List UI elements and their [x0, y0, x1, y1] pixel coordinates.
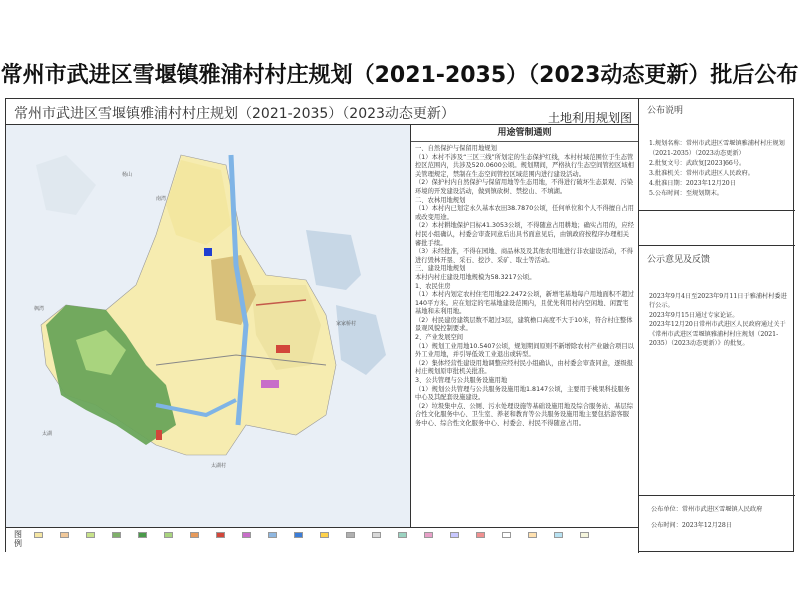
notice-item: 5.公布时间：至规划期末。 — [649, 190, 723, 197]
legend-swatch — [554, 532, 563, 538]
map-label-taihu: 太湖 — [42, 431, 53, 437]
rules-paragraph: 2、产业发展空间 — [415, 334, 464, 342]
legend-swatch — [60, 532, 69, 538]
rules-paragraph: （1）本村不涉及“三区三线”所划定的生态保护红线，本村村域范围位于生态管控区范围内，共涉及520.0600公顷。规划期间，严格执行生态空间管控区域相关管理规定，禁制在生态空间管控区域范围内进行建设活动。 — [415, 153, 634, 178]
map-label-yangshan: 杨山 — [122, 172, 133, 178]
rules-paragraph: （2）垃圾集中点、公厕、污水处理设施等基础设施用地及综合服务站、基层综合性文化服务中心、卫生室、养老和教育等公共服务设施用地主要包括游客服务中心、综合性文化服务中心、村委会、村民不得随意占用。 — [415, 402, 634, 427]
feedback-line: 2023年9月15日通过专家论证。 — [649, 311, 739, 319]
legend-swatch — [216, 532, 225, 538]
rules-paragraph: 二、农林用地规划 — [415, 196, 466, 204]
rules-body — [411, 142, 638, 432]
plan-subtitle: 土地利用规划图 — [547, 111, 632, 125]
industrial-plot — [261, 380, 279, 388]
legend-swatch — [398, 532, 407, 538]
map-label-fengwan: 枫湾 — [34, 306, 45, 312]
land-use-map[interactable] — [6, 125, 410, 527]
commercial-plot — [276, 345, 290, 353]
rules-paragraph: （3）未经批准，不得在园地、商品林及及其他农用地进行非农建设活动，不得进行毁林开垦、采石、挖沙、采矿、取土等活动。 — [415, 248, 634, 264]
rules-paragraph: （1）规划工业用地10.5407公顷，规划期间原则不新增除农村产业融合项目以外工业用地，并引导低效工业退出或转型。 — [415, 342, 634, 359]
feedback-line: 2023年12月20日常州市武进区人民政府通过关于《常州市武进区雪堰镇雅浦村村庄规划（2021-2035）（2023动态更新）》的批复。 — [649, 321, 786, 348]
service-plot — [156, 430, 162, 440]
legend-swatch — [112, 532, 121, 538]
feedback-line: 2023年9月4日至2023年9月11日于雅浦村村委进行公示。 — [649, 293, 787, 310]
legend-swatch — [476, 532, 485, 538]
notice-item: 4.批准日期：2023年12月20日 — [649, 180, 736, 187]
legend-swatch — [294, 532, 303, 538]
rules-paragraph: （2）本村耕地保护目标41.3053公顷，不得随意占用耕地；确实占用的，应经村民小组确认，村委会审查同意后出具书面意见后，由镇政府按程序办理相关審批手续。 — [415, 222, 634, 247]
public-building — [204, 248, 212, 256]
legend-swatch — [424, 532, 433, 538]
publisher-unit: 公布单位：常州市武进区雪堰镇人民政府 — [651, 506, 763, 513]
rules-paragraph: 三、建设用地规划 — [415, 265, 466, 273]
rules-paragraph: （2）集体经营性建设用地调整应经村民小组确认，由村委会审查同意，逐级报村庄规划原审批机关批准。 — [415, 359, 634, 376]
page-title: 常州市武进区雪堰镇雅浦村村庄规划（2021-2035）（2023动态更新）批后公布 — [0, 63, 799, 88]
feedback-box — [639, 245, 795, 491]
publisher-time: 公布时间：2023年12月28日 — [651, 522, 732, 529]
publisher-box — [639, 495, 795, 553]
legend — [6, 527, 638, 553]
legend-swatch — [372, 532, 381, 538]
notice-title: 公布说明 — [647, 106, 684, 116]
notice-item: 3.批准机关：常州市武进区人民政府。 — [649, 170, 754, 177]
legend-swatch — [164, 532, 173, 538]
rules-heading: 用途管制通则 — [411, 125, 638, 142]
side-panel — [638, 99, 795, 553]
legend-swatch — [138, 532, 147, 538]
rules-paragraph: （1）本村内已划定永久基本农田38.7870公顷，任何单位和个人不得擅自占用或改变用途。 — [415, 205, 634, 221]
feedback-text — [649, 292, 789, 348]
notice-item: 2.批复文号：武政复[2023]66号。 — [649, 160, 746, 167]
rules-paragraph: （1）规划公共管理与公共服务设施用地1.8147公顷，主要用于桃果科技服务中心及其配套设施建设。 — [415, 385, 630, 402]
rules-paragraph: 1、农民住房 — [415, 282, 451, 290]
legend-swatch — [190, 532, 199, 538]
map-label-taihucun: 太湖村 — [211, 463, 227, 469]
map-label-jiajia: 家家桥村 — [336, 321, 357, 327]
rules-paragraph: （2）村民建房建筑层数不超过3层，建筑檐口高度不大于10米，符合村庄整体景观风貌控制要求。 — [415, 316, 633, 333]
legend-swatch — [502, 532, 511, 538]
notice-list — [649, 139, 795, 199]
rules-paragraph: 一、自然保护与保留用地规划 — [415, 145, 497, 152]
legend-swatch — [86, 532, 95, 538]
map-label-nanwan: 南湾 — [156, 196, 167, 202]
rules-paragraph: （2）保护村内自然保护与保留用地等生态用地，不得进行破坏生态景观、污染环境的开发建设活动，做到镇砍树、禁挖山、不填湖。 — [415, 179, 634, 195]
legend-swatch — [450, 532, 459, 538]
rules-panel — [410, 125, 638, 527]
rules-paragraph: 3、公共管理与公共服务设施用地 — [415, 377, 508, 385]
rules-paragraph: （1）本村内划定农村住宅用地22.2472公顷，新增宅基地每户用地面积不超过140平方米。应在划定的宅基地建设范围内，且优先利用村内空闲地、闲置宅基地和未利用地。 — [415, 291, 634, 316]
legend-swatch — [528, 532, 537, 538]
plan-title: 常州市武进区雪堰镇雅浦村村庄规划（2021-2035）（2023动态更新） — [14, 106, 455, 122]
rules-paragraph: 本村内村庄建设用地规模为58.3217公顷。 — [415, 273, 536, 281]
legend-swatch — [34, 532, 43, 538]
feedback-title: 公示意见及反馈 — [647, 255, 711, 265]
notice-item: 1.规划名称：常州市武进区雪堰镇雅浦村村庄规划（2021-2035）（2023动态更新） — [649, 140, 785, 157]
legend-swatch — [580, 532, 589, 538]
legend-label: 图例 — [14, 530, 22, 548]
legend-swatch — [268, 532, 277, 538]
notice-box — [639, 99, 795, 211]
plan-board — [5, 98, 794, 552]
legend-swatch — [320, 532, 329, 538]
plan-header — [6, 99, 638, 125]
legend-swatch — [346, 532, 355, 538]
legend-swatch — [242, 532, 251, 538]
